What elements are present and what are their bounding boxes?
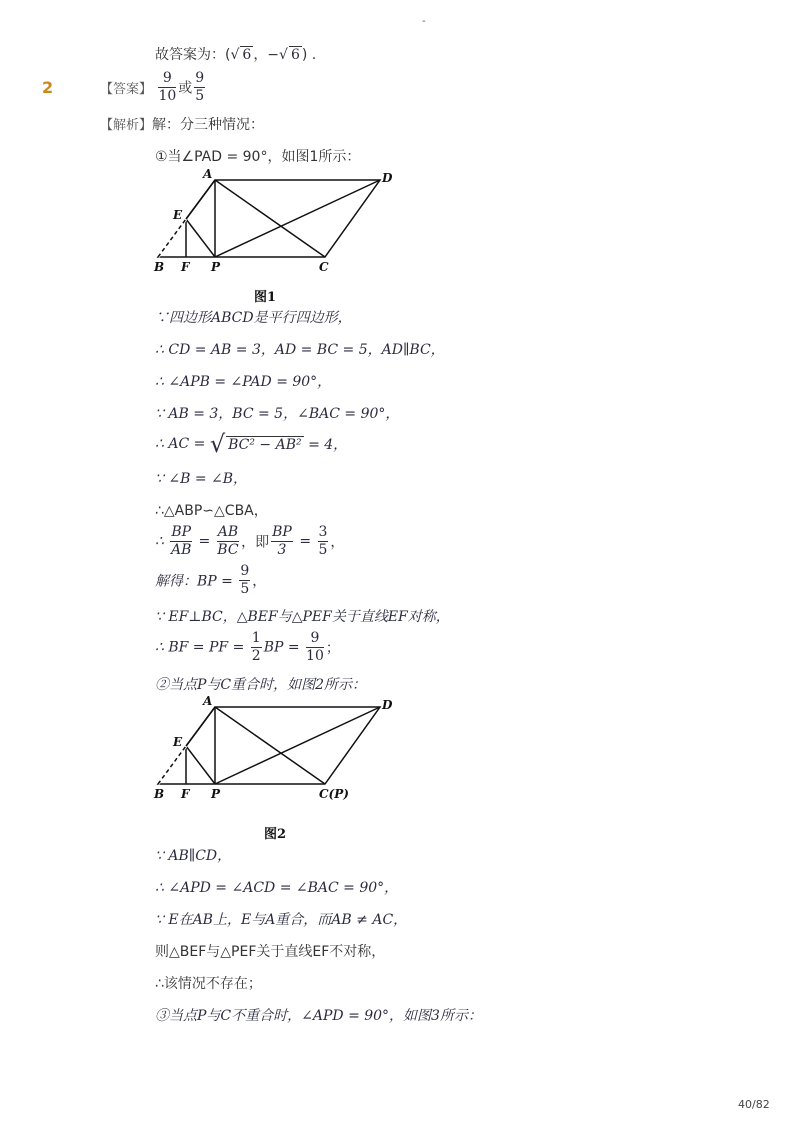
answer-block: 【答案】 $\frac{9}{10}$ 或 $\frac{9}{5}$ [100, 70, 205, 104]
answer-fraction-a: $\frac{9}{10}$ [158, 70, 177, 104]
step1-4: ∵ AB = 3，BC = 5，∠BAC = 90°， [155, 406, 400, 422]
fig2-label-B: B [154, 787, 165, 801]
fig1-label-A: A [203, 167, 213, 181]
step-ef: ∵ EF⊥BC，△BEF与△PEF关于直线EF对称， [155, 609, 450, 625]
step2-4: 则△BEF与△PEF关于直线EF不对称， [155, 944, 386, 960]
step2-5: ∴该情况不存在； [155, 976, 262, 992]
answer-line: 故答案为：(√ 6 ，−√ 6 ) . [155, 47, 317, 63]
fig2-label-P: P [211, 787, 221, 801]
fig1-label-P: P [211, 260, 221, 274]
fig1-caption: 图1 [254, 290, 277, 305]
figure-1 [140, 166, 410, 281]
step2-3: ∵ E在AB上，E与A重合，而AB ≠ AC， [155, 912, 408, 928]
step1-2: ∴ CD = AB = 3，AD = BC = 5，AD∥BC， [155, 342, 445, 358]
step-b: ∵ ∠B = ∠B， [155, 471, 248, 487]
case1-heading: ①当∠PAD = 90°，如图1所示： [155, 149, 361, 165]
step2-1: ∵ AB∥CD， [155, 848, 232, 864]
fig2-label-E: E [173, 735, 183, 749]
step1-3: ∴ ∠APB = ∠PAD = 90°， [155, 374, 332, 390]
answer-fraction-b: $\frac{9}{5}$ [195, 70, 205, 104]
step-ratio: ∴ $\frac{BP}{AB}$ = $\frac{AB}{BC}$ ，即 $\frac{BP}{3}$ = $\frac{3}{5}$ ， [155, 524, 345, 558]
page-number: 40/82 [738, 1098, 770, 1111]
fig2-label-C: C(P) [319, 787, 349, 801]
step-bf: ∴ BF = PF = $\frac{1}{2}$ BP = $\frac{9}{10}$ ； [155, 630, 340, 664]
top-mark: - [422, 16, 426, 27]
step1-1: ∵四边形ABCD是平行四边形， [155, 310, 352, 326]
fig1-label-F: F [181, 260, 190, 274]
fig1-label-E: E [173, 208, 183, 222]
fig1-label-C: C [319, 260, 329, 274]
step-ac: ∴ AC = √ BC² − AB² = 4， [155, 430, 348, 458]
step2-2: ∴ ∠APD = ∠ACD = ∠BAC = 90°， [155, 880, 399, 896]
fig2-caption: 图2 [264, 827, 287, 842]
step-sim: ∴△ABP∽△CBA， [155, 503, 268, 519]
case3-heading: ③当点P与C不重合时，∠APD = 90°，如图3所示： [155, 1008, 482, 1024]
fig2-label-F: F [181, 787, 190, 801]
figure-2 [140, 693, 410, 808]
question-number: 2 [42, 78, 54, 97]
step-bp: 解得：BP = $\frac{9}{5}$ ， [155, 563, 267, 597]
analysis-intro: 【解析】解：分三种情况： [100, 117, 265, 133]
fig1-label-D: D [382, 171, 393, 185]
fig2-label-A: A [203, 694, 213, 708]
fig1-label-B: B [154, 260, 165, 274]
case2-heading: ②当点P与C重合时，如图2所示： [155, 677, 367, 693]
fig2-label-D: D [382, 698, 393, 712]
answer-tag: 【答案】 [100, 82, 153, 97]
